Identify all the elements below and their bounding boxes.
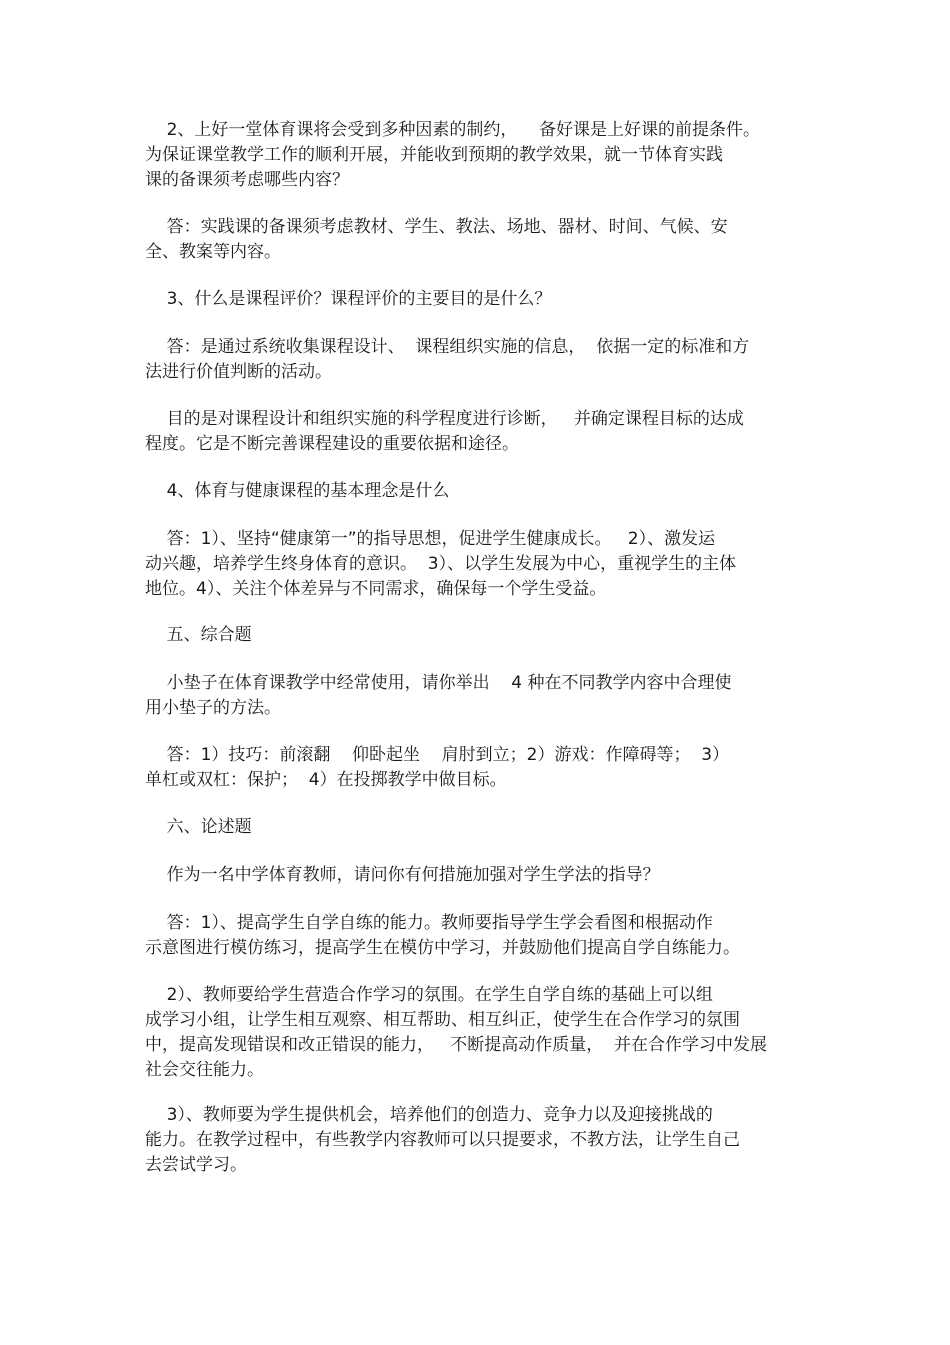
essay-answer-3-paragraph	[145, 1103, 810, 1178]
text-line: 为保证课堂教学工作的顺利开展，并能收到预期的教学效果，就一节体育实践	[145, 145, 723, 165]
text-line: 4、体育与健康课程的基本理念是什么	[145, 481, 450, 501]
text-line: 单杠或双杠：保护； 4）在投掷教学中做目标。	[145, 770, 507, 790]
text-line: 全、教案等内容。	[145, 242, 281, 262]
text-line: 3、什么是课程评价？课程评价的主要目的是什么？	[145, 289, 552, 309]
answer-3-purpose-paragraph	[145, 407, 810, 457]
comprehensive-answer-paragraph	[145, 743, 810, 793]
text-line: 答：1）技巧：前滚翻 仰卧起坐 肩肘到立；2）游戏：作障碍等； 3）	[145, 745, 730, 765]
text-line: 答：1）、提高学生自学自练的能力。教师要指导学生学会看图和根据动作	[145, 913, 713, 933]
text-line: 2）、教师要给学生营造合作学习的氛围。在学生自学自练的基础上可以组	[145, 985, 713, 1005]
answer-4-paragraph	[145, 527, 810, 602]
text-line: 用小垫子的方法。	[145, 698, 281, 718]
question-3-paragraph	[145, 287, 810, 312]
essay-answer-1-paragraph	[145, 911, 810, 961]
text-line: 地位。4）、关注个体差异与不同需求，确保每一个学生受益。	[145, 579, 607, 599]
essay-answer-2-paragraph	[145, 983, 810, 1083]
section-5-heading	[145, 623, 810, 648]
comprehensive-question-paragraph	[145, 671, 810, 721]
text-line: 示意图进行模仿练习，提高学生在模仿中学习，并鼓励他们提高自学自练能力。	[145, 938, 740, 958]
text-line: 程度。它是不断完善课程建设的重要依据和途径。	[145, 434, 519, 454]
answer-2-paragraph	[145, 215, 810, 265]
text-line: 小垫子在体育课教学中经常使用，请你举出 4 种在不同教学内容中合理使	[145, 673, 732, 693]
text-line: 课的备课须考虑哪些内容？	[145, 170, 349, 190]
section-6-heading	[145, 815, 810, 840]
text-line: 能力。在教学过程中，有些教学内容教师可以只提要求，不教方法，让学生自己	[145, 1130, 740, 1150]
text-line: 五、综合题	[145, 625, 252, 645]
text-line: 3）、教师要为学生提供机会，培养他们的创造力、竞争力以及迎接挑战的	[145, 1105, 713, 1125]
text-line: 答：1）、坚持“健康第一”的指导思想，促进学生健康成长。 2）、激发运	[145, 529, 716, 549]
text-line: 法进行价值判断的活动。	[145, 362, 332, 382]
text-line: 社会交往能力。	[145, 1060, 264, 1080]
text-line: 作为一名中学体育教师，请问你有何措施加强对学生学法的指导？	[145, 865, 660, 885]
text-line: 六、论述题	[145, 817, 252, 837]
question-4-paragraph	[145, 479, 810, 504]
answer-3-paragraph	[145, 335, 810, 385]
text-line: 2、上好一堂体育课将会受到多种因素的制约， 备好课是上好课的前提条件。	[145, 120, 761, 140]
text-line: 成学习小组，让学生相互观察、相互帮助、相互纠正，使学生在合作学习的氛围	[145, 1010, 740, 1030]
text-line: 答：是通过系统收集课程设计、 课程组织实施的信息， 依据一定的标准和方	[145, 337, 750, 357]
essay-question-paragraph	[145, 863, 810, 888]
text-line: 答：实践课的备课须考虑教材、学生、教法、场地、器材、时间、气候、安	[145, 217, 728, 237]
text-line: 中，提高发现错误和改正错误的能力， 不断提高动作质量， 并在合作学习中发展	[145, 1035, 768, 1055]
text-line: 动兴趣，培养学生终身体育的意识。 3）、以学生发展为中心，重视学生的主体	[145, 554, 737, 574]
text-line: 目的是对课程设计和组织实施的科学程度进行诊断， 并确定课程目标的达成	[145, 409, 744, 429]
question-2-paragraph	[145, 118, 810, 193]
text-line: 去尝试学习。	[145, 1155, 247, 1175]
